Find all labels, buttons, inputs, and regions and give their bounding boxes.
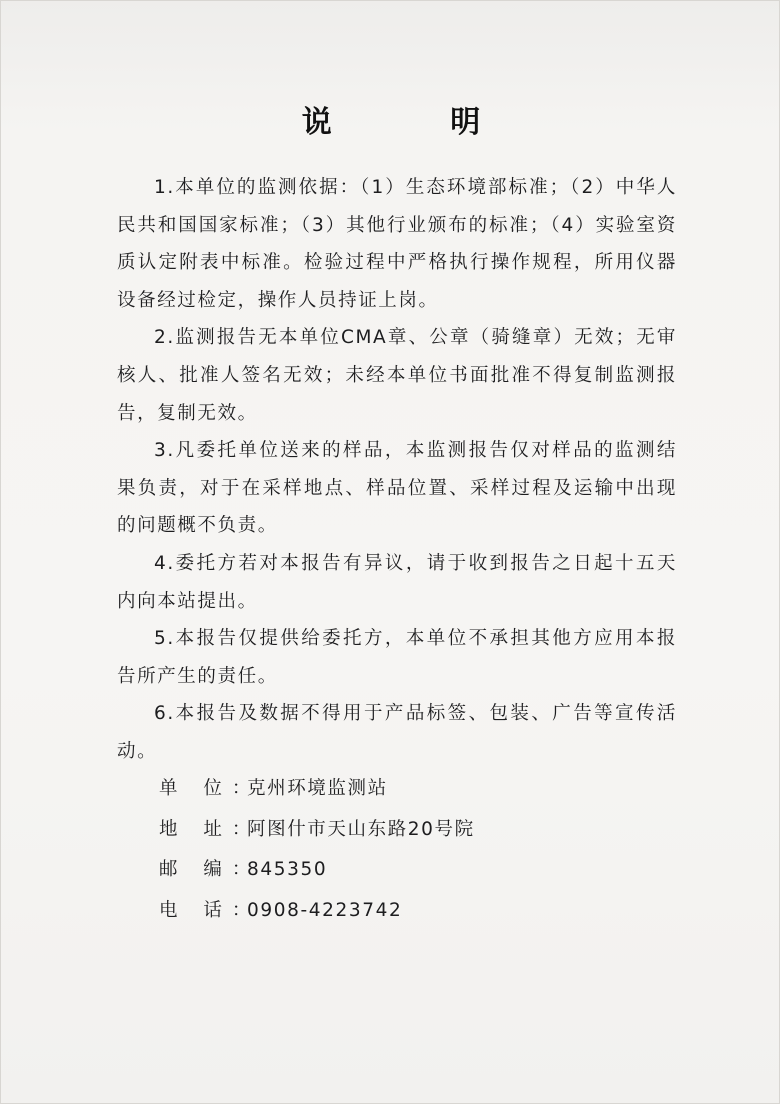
note-paragraph-1: 1.本单位的监测依据：（1）生态环境部标准；（2）中华人民共和国国家标准；（3）其他行业颁布的标准；（4）实验室资质认定附表中标准。检验过程中严格执行操作规程，所用仪器设备经过检定，操作人员持证上岗。 <box>117 177 677 311</box>
note-paragraph-5: 5.本报告仅提供给委托方，本单位不承担其他方应用本报告所产生的责任。 <box>117 628 677 687</box>
info-label: 地 址： <box>159 818 261 840</box>
info-value: 克州环境监测站 <box>247 778 388 799</box>
info-row-postcode <box>159 850 475 891</box>
page-title: 说 明 <box>301 105 535 140</box>
info-label: 电 话： <box>159 899 261 921</box>
info-row-phone <box>159 891 475 932</box>
notes-body <box>117 169 677 771</box>
info-value: 845350 <box>247 859 328 880</box>
info-row-unit <box>159 769 475 810</box>
note-paragraph-4: 4.委托方若对本报告有异议，请于收到报告之日起十五天内向本站提出。 <box>117 552 677 612</box>
info-value: 阿图什市天山东路20号院 <box>247 818 475 840</box>
info-value: 0908-4223742 <box>247 899 403 921</box>
contact-info <box>159 769 475 931</box>
info-label: 单 位： <box>159 778 261 799</box>
note-paragraph-3: 3.凡委托单位送来的样品，本监测报告仅对样品的监测结果负责，对于在采样地点、样品位置、采样过程及运输中出现的问题概不负责。 <box>117 440 677 537</box>
info-label: 邮 编： <box>159 859 261 880</box>
note-paragraph-6: 6.本报告及数据不得用于产品标签、包装、广告等宣传活动。 <box>117 703 677 762</box>
info-row-address <box>159 810 475 851</box>
note-paragraph-2: 2.监测报告无本单位CMA章、公章（骑缝章）无效；无审核人、批准人签名无效；未经本单位书面批准不得复制监测报告，复制无效。 <box>117 327 677 424</box>
